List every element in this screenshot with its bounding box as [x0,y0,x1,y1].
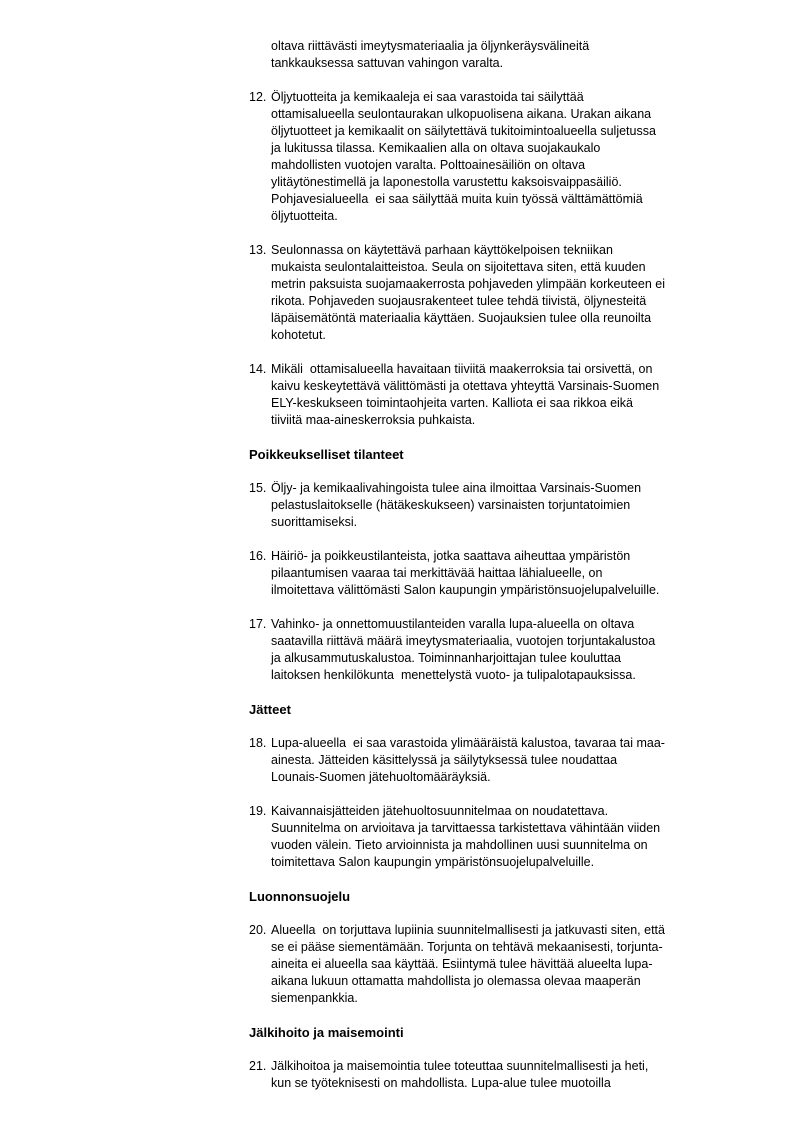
section-heading: Poikkeukselliset tilanteet [249,447,404,462]
list-item-text [271,89,749,225]
text-line: tiiviitä maa-aineskerroksia puhkaista. [271,413,476,427]
list-item [249,1058,749,1092]
text-line: Öljytuotteita ja kemikaaleja ei saa varastoida tai säilyttää [271,90,584,104]
list-item-text [271,735,749,786]
text-line: metrin paksuista suojamaakerrosta pohjaveden ylimpään korkeuteen ei [271,277,665,291]
list-item-number: 16. [249,549,267,563]
text-line: ilmoitettava välittömästi Salon kaupungin ympäristönsuojelupalveluille. [271,583,660,597]
text-line: Lupa-alueella ei saa varastoida ylimääräistä kalustoa, tavaraa tai maa- [271,736,665,750]
list-item-number: 12. [249,90,267,104]
text-line: Jälkihoitoa ja maisemointia tulee toteuttaa suunnitelmallisesti ja heti, [271,1059,649,1073]
text-line: aikana lukuun ottamatta mahdollista jo olemassa olevaa maaperän [271,974,641,988]
list-item-text [271,803,749,871]
text-line: Alueella on torjuttava lupiinia suunnitelmallisesti ja jatkuvasti siten, että [271,923,665,937]
text-line: suorittamiseksi. [271,515,358,529]
text-line: kun se työteknisesti on mahdollista. Lupa-alue tulee muotoilla [271,1076,611,1090]
list-item-text [271,480,749,531]
text-line: mukaista seulontalaitteistoa. Seula on sijoitettava siten, että kuuden [271,260,646,274]
document-content [249,38,749,1092]
text-line: ja lukitussa tilassa. Kemikaalien alla on oltava suojakaukalo [271,141,601,155]
list-item [249,89,749,225]
text-line: ylitäytönestimellä ja laponestolla varustettu kaksoisvaippasäiliö. [271,175,622,189]
list-item-number: 15. [249,481,267,495]
list-item [249,616,749,684]
text-line: öljytuotteet ja kemikaalit on säilytettävä tukitoimintoalueella suljetussa [271,124,656,138]
list-item-number: 20. [249,923,267,937]
list-item [249,803,749,871]
list-item-number: 14. [249,362,267,376]
text-line: kohotetut. [271,328,326,342]
list-item [249,548,749,599]
text-line: kaivu keskeytettävä välittömästi ja otettava yhteyttä Varsinais-Suomen [271,379,660,393]
list-item-text [271,242,749,344]
text-line: Mikäli ottamisalueella havaitaan tiiviitä maakerroksia tai orsivettä, on [271,362,653,376]
list-item-text [271,616,749,684]
list-item-text [271,361,749,429]
list-item-text [271,1058,749,1092]
text-line: toimitettava Salon kaupungin ympäristönsuojelupalveluille. [271,855,595,869]
list-item-text [271,922,749,1007]
text-line: oltava riittävästi imeytysmateriaalia ja öljynkeräysvälineitä [271,39,590,53]
list-item [249,922,749,1007]
text-line: mahdollisten vuotojen varalta. Polttoainesäiliön on oltava [271,158,586,172]
list-item-number: 13. [249,243,267,257]
text-line: öljytuotteita. [271,209,338,223]
text-line: tankkauksessa sattuvan vahingon varalta. [271,56,504,70]
list-item-number: 17. [249,617,267,631]
list-item [249,361,749,429]
text-line: Seulonnassa on käytettävä parhaan käyttökelpoisen tekniikan [271,243,613,257]
text-line: ottamisalueella seulontaurakan ulkopuolisena aikana. Urakan aikana [271,107,652,121]
text-line: se ei pääse siementämään. Torjunta on tehtävä mekaanisesti, torjunta- [271,940,663,954]
text-line: läpäisemätöntä materiaalia käyttäen. Suojauksien tulee olla reunoilta [271,311,652,325]
list-item-text [271,38,749,72]
list-item [249,480,749,531]
text-line: Häiriö- ja poikkeustilanteista, jotka saattava aiheuttaa ympäristön [271,549,631,563]
text-line: saatavilla riittävä määrä imeytysmateriaalia, vuotojen torjuntakalustoa [271,634,656,648]
text-line: Öljy- ja kemikaalivahingoista tulee aina ilmoittaa Varsinais-Suomen [271,481,642,495]
text-line: laitoksen henkilökunta menettelystä vuoto- ja tulipalotapauksissa. [271,668,636,682]
text-line: Kaivannaisjätteiden jätehuoltosuunnitelmaa on noudatettava. [271,804,609,818]
text-line: aineita ei alueella saa käyttää. Esiintymä tulee hävittää alueelta lupa- [271,957,653,971]
section-heading: Luonnonsuojelu [249,889,351,904]
list-item-number: 18. [249,736,267,750]
text-line: Suunnitelma on arvioitava ja tarvittaessa tarkistettava vähintään viiden [271,821,661,835]
section-heading: Jälkihoito ja maisemointi [249,1025,404,1040]
text-line: Vahinko- ja onnettomuustilanteiden varalla lupa-alueella on oltava [271,617,635,631]
continuation-paragraph [271,38,749,72]
text-line: pilaantumisen vaaraa tai merkittävää haittaa lähialueelle, on [271,566,603,580]
list-item-text [271,548,749,599]
list-item [249,242,749,344]
list-item-number: 21. [249,1059,267,1073]
text-line: siemenpankkia. [271,991,358,1005]
section-heading: Jätteet [249,702,291,717]
list-item [249,735,749,786]
text-line: ja alkusammutuskalustoa. Toiminnanharjoittajan tulee kouluttaa [271,651,621,665]
text-line: vuoden välein. Tieto arvioinnista ja mahdollinen uusi suunnitelma on [271,838,648,852]
text-line: ainesta. Jätteiden käsittelyssä ja säilytyksessä tulee noudattaa [271,753,618,767]
text-line: pelastuslaitokselle (hätäkeskukseen) varsinaisten torjuntatoimien [271,498,631,512]
text-line: ELY-keskukseen toimintaohjeita varten. Kalliota ei saa rikkoa eikä [271,396,634,410]
text-line: Lounais-Suomen jätehuoltomääräyksiä. [271,770,491,784]
list-item-number: 19. [249,804,267,818]
text-line: rikota. Pohjaveden suojausrakenteet tulee tehdä tiivistä, öljynesteitä [271,294,647,308]
text-line: Pohjavesialueella ei saa säilyttää muita kuin työssä välttämättömiä [271,192,643,206]
